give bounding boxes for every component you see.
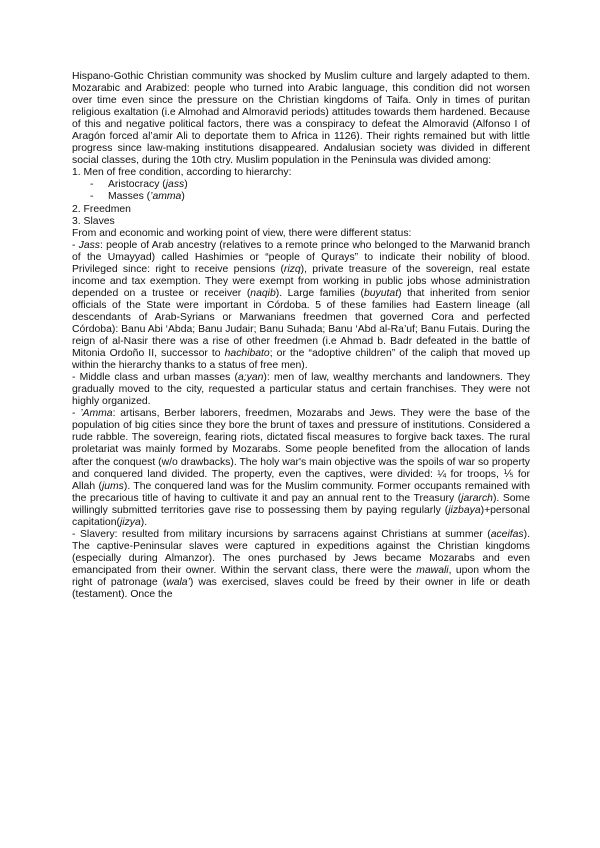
bullet-dash: - — [90, 191, 94, 203]
bullet-dash: - — [90, 179, 94, 191]
paragraph-slavery: - Slavery: resulted from military incursions by sarracens against Christians at summer (aceifas). The captive-Peninsular slaves were captured in expeditions against the Christian kingdoms (especially during Almanzor). The ones purchased by Jews became Mozarabs and even emancipated from their owner. Within the servant class, there were the mawali, upon whom the right of patronage (wala’) was exercised, slaves could be freed by their owner in life or death (testament). Once the — [72, 528, 530, 601]
bullet-aristocracy — [72, 179, 530, 191]
paragraph-amma: - ’Amma: artisans, Berber laborers, freedmen, Mozarabs and Jews. They were the base of the population of big cities since they bore the brunt of taxes and pressure of institutions. Considered a rude rabble. The sovereign, fearing riots, dictated fiscal measures to forgive back taxes. The rural proletariat was mainly formed by Mozarabs. Some people benefited from the allocation of lands after the conquest (w/o drawbacks). The holy war's main objective was the spoils of war so property and conquered land divided. The property, even the captives, were divided: ¼ for troops, ⅕ for Allah (jums). The conquered land was for the Muslim community. Former occupants remained with the precarious title of having to cultivate it and pay an annual rent to the Treasury (jararch). Some willingly submitted territories gave rise to possessing them by paying regularly (jizbaya)+personal capitation(jizya). — [72, 408, 531, 528]
list-item-free-men: 1. Men of free condition, according to hierarchy: — [72, 167, 292, 179]
paragraph-intro: Hispano-Gothic Christian community was shocked by Muslim culture and largely adapted to them. Mozarabic and Arabized: people who turned into Arabic language, this condition did not worsen over time even since the pressure on the Christian kingdoms of Taifa. Only in times of puritan religious exaltation (i.e Almohad and Almoravid periods) attitudes towards them hardened. Because of this and negative political factors, there was a conspiracy to defeat the Almoravid (Alfonso I of Aragón forced al’amir Ali to deportate them to Africa in 1126). Their rights remained but with little progress since law-making institutions disappeared. Andalusian society was divided in different social classes, during the 10th ctry. Muslim population in the Peninsula was divided among: — [72, 71, 530, 167]
bullet-text: Aristocracy (jass) — [108, 179, 188, 191]
bullet-text: Masses (’amma) — [108, 191, 185, 203]
paragraph-jass: - Jass: people of Arab ancestry (relatives to a remote prince who belonged to the Marwanid branch of the Umayyad) called Hashimies or “people of Qurays” to indicate their nobility of blood. Privileged since: right to receive pensions (rizq), private treasure of the sovereign, real estate income and tax exemption. They were exempt from working in public jobs whose administration depended on a trustee or receiver (naqib). Large families (buyutat) that inherited from senior officials of the State were important in Córdoba. 5 of these families had Eastern lineage (all descendants of Arab-Syrians or Marwanians freedmen that governed Cora and perfected Córdoba): Banu Abi ‘Abda; Banu Judair; Banu Suhada; Banu ‘Abd al-Ra’uf; Banu Futais. During the reign of al-Nasir there was a rise of other freedmen (i.e Ahmad b. Badr defeated in the battle of Mitonia Ordoño II, successor to hachibato; or the “adoptive children” of the caliph that moved up within the hierarchy thanks to a status of free men). — [72, 239, 531, 372]
paragraph-ayan: - Middle class and urban masses (a;yan): men of law, wealthy merchants and landowners. They gradually moved to the city, requested a particular status and certain franchises. They were not highly organized. — [72, 372, 531, 408]
document-page — [72, 71, 530, 601]
bullet-masses — [72, 191, 530, 203]
list-item-freedmen: 2. Freedmen — [72, 203, 131, 215]
list-item-slaves: 3. Slaves — [72, 215, 115, 227]
paragraph-status-intro: From and economic and working point of view, there were different status: — [72, 227, 412, 239]
